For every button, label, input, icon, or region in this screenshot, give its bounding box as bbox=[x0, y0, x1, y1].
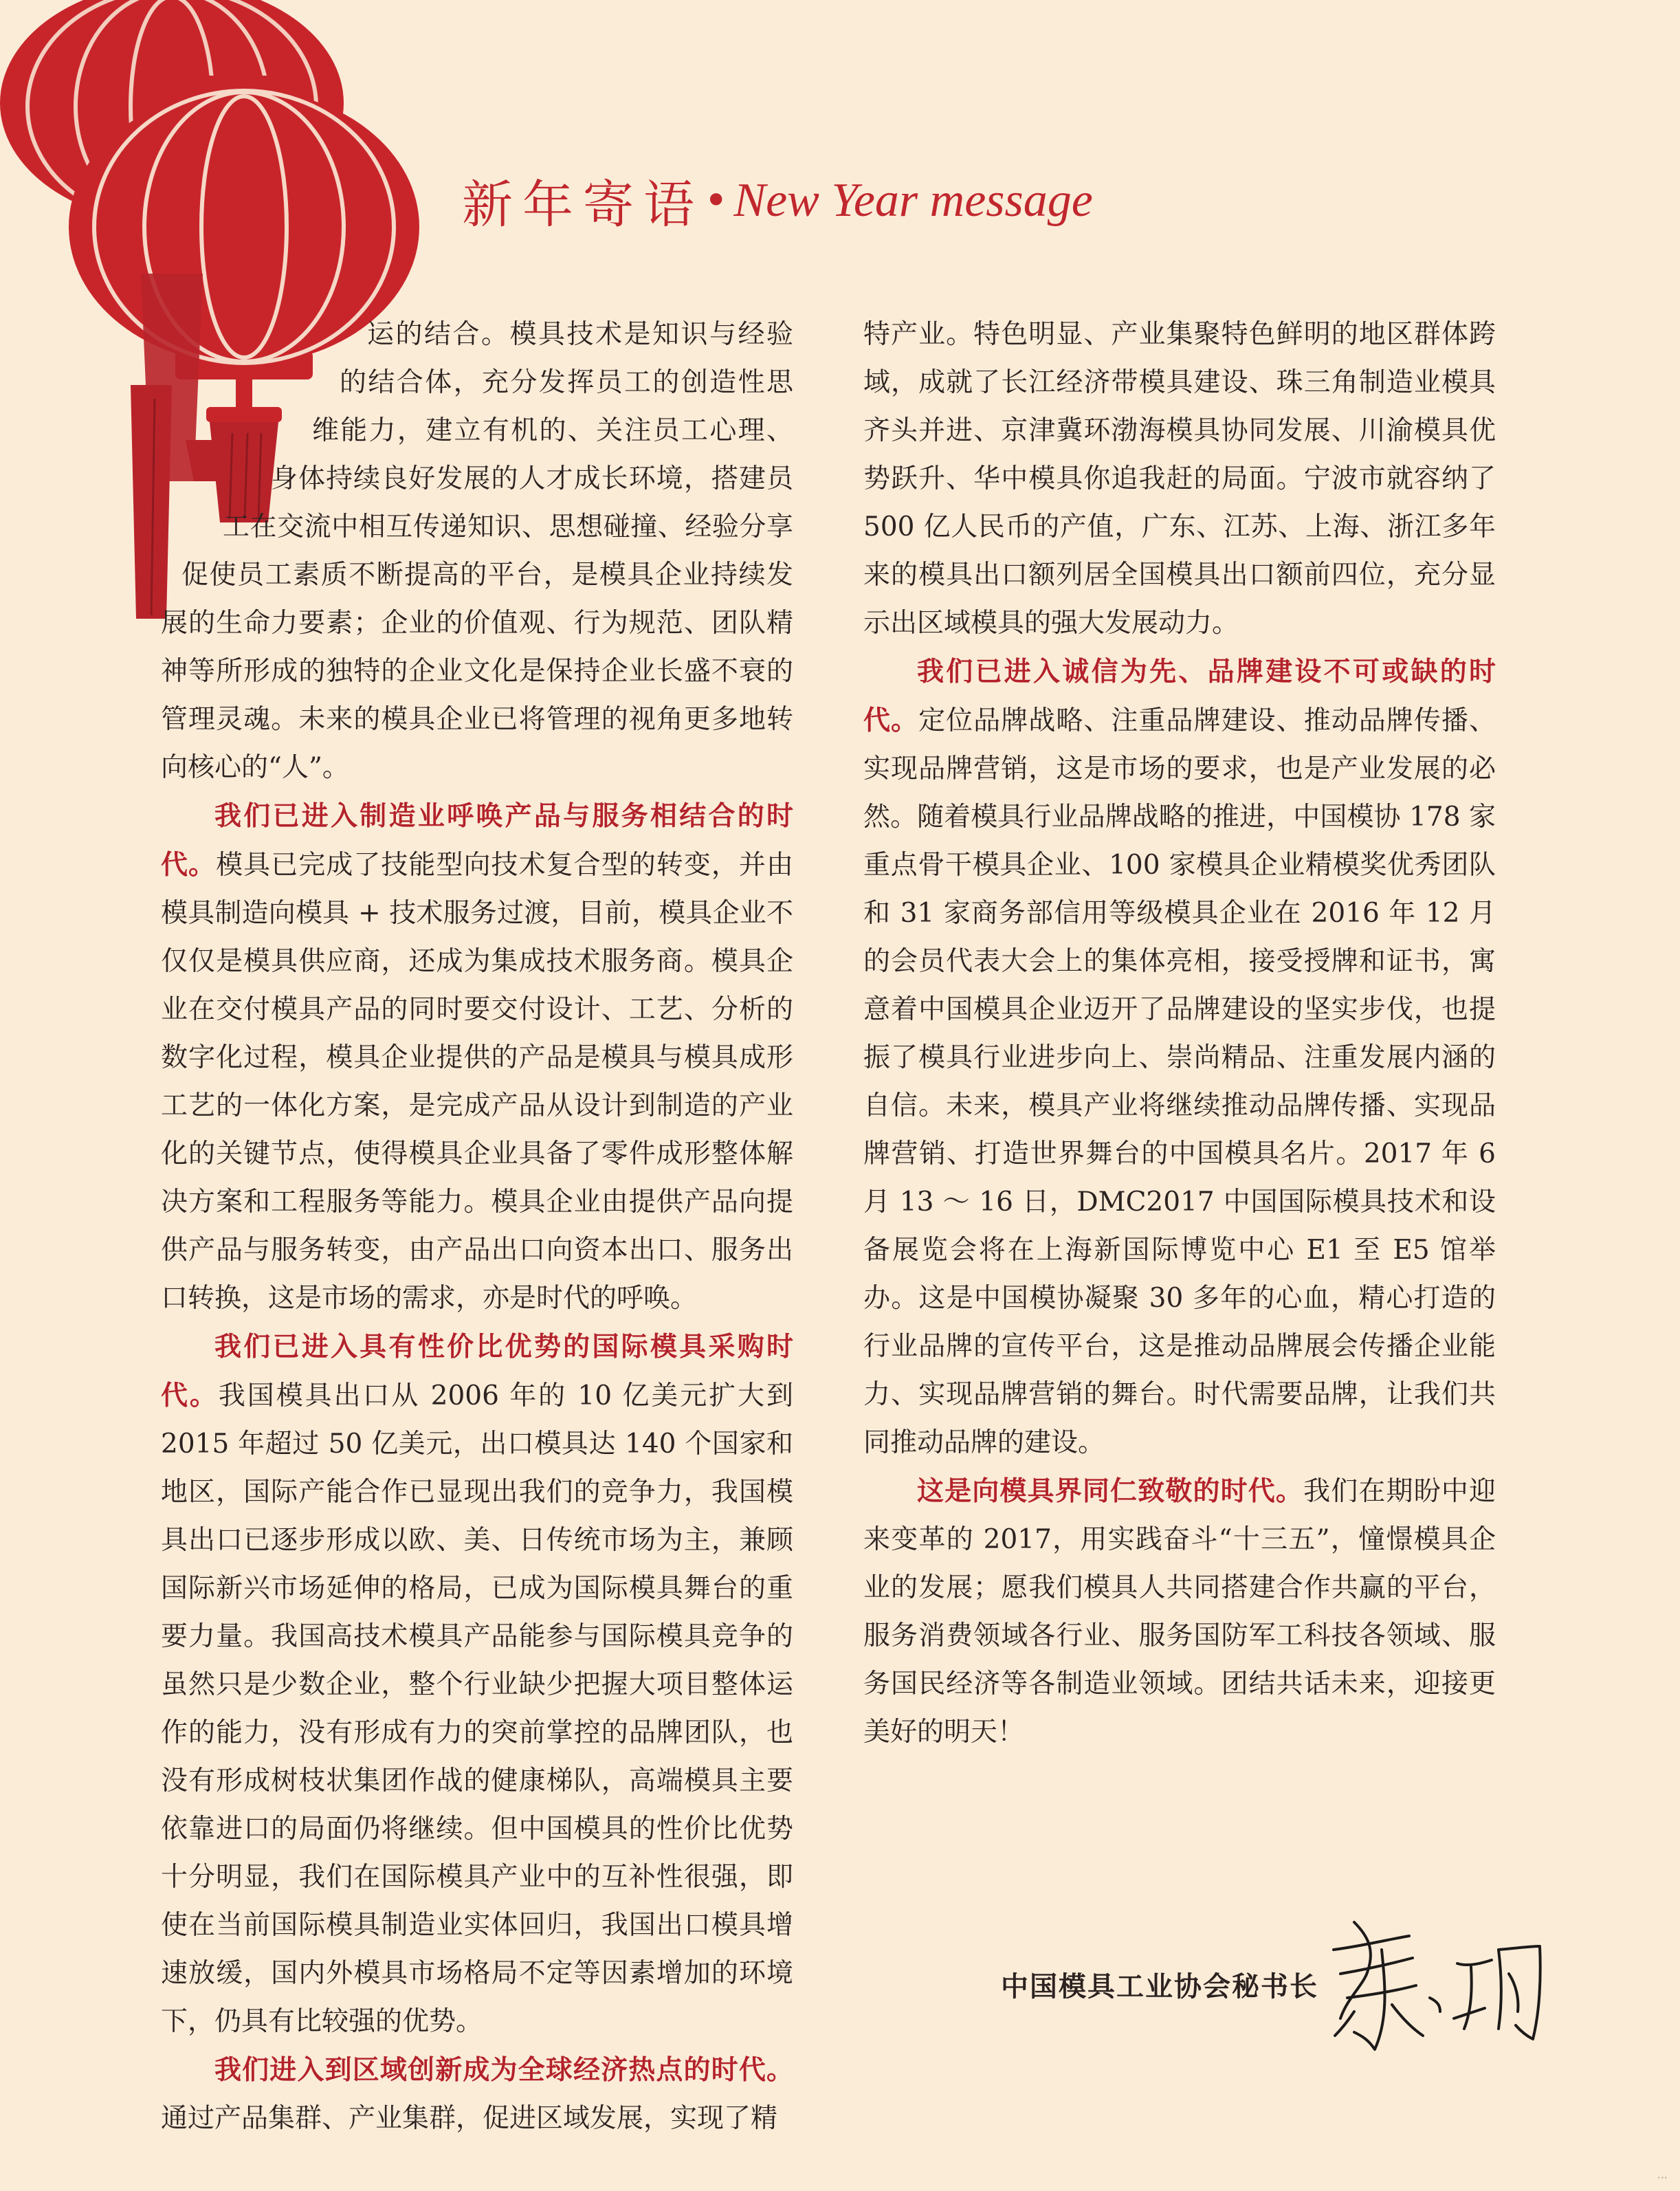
page-title bbox=[462, 159, 1093, 242]
paragraph-text: 运的结合。模具技术是知识与经验的结合体，充分发挥员工的创造性思维能力，建立有机的、关注员工心理、身体持续良好发展的人才成长环境，搭建员工在交流中相互传递知识、思想碰撞、经验分享促使员工素质不断提高的平台，是模具企业持续发展的生命力要素；企业的价值观、行为规范、团队精神等所形成的独特的企业文化是保持企业长盛不衰的管理灵魂。未来的模具企业已将管理的视角更多地转向核心的“人”。 bbox=[161, 319, 793, 783]
handwritten-signature-icon bbox=[1327, 1908, 1554, 2060]
title-english: New Year message bbox=[733, 174, 1093, 227]
paragraph bbox=[161, 2046, 793, 2143]
paragraph bbox=[863, 648, 1496, 1467]
paragraph-heading: 我们已进入具有性价比优势的国际模具采购时代。 bbox=[161, 1331, 793, 1411]
lantern-wrap-spacer bbox=[161, 407, 312, 455]
right-column bbox=[863, 311, 1496, 1757]
paragraph-heading: 我们进入到区域创新成为全球经济热点的时代。 bbox=[214, 2054, 793, 2086]
lantern-wrap-spacer bbox=[161, 359, 340, 407]
paragraph bbox=[161, 1323, 793, 2046]
paragraph bbox=[161, 792, 793, 1323]
corner-mark: ··· bbox=[1657, 2171, 1668, 2184]
paragraph bbox=[863, 311, 1496, 648]
paragraph-text: 模具已完成了技能型向技术复合型的转变，并由模具制造向模具 + 技术服务过渡，目前，模具企业不仅仅是模具供应商，还成为集成技术服务商。模具企业在交付模具产品的同时要交付设计、工艺、分析的数字化过程，模具企业提供的产品是模具与模具成形工艺的一体化方案，是完成产品从设计到制造的产业化的关键节点，使得模具企业具备了零件成形整体解决方案和工程服务等能力。模具企业由提供产品向提供产品与服务转变，由产品出口向资本出口、服务出口转换，这是市场的需求，亦是时代的呼唤。 bbox=[161, 850, 793, 1314]
paragraph-text: 定位品牌战略、注重品牌建设、推动品牌传播、实现品牌营销，这是市场的要求，也是产业发展的必然。随着模具行业品牌战略的推进，中国模协 178 家重点骨干模具企业、100 家模具企业精模奖优秀团队和 31 家商务部信用等级模具企业在 2016 年 12 月的会员代表大会上的集体亮相，接受授牌和证书，寓意着中国模具企业迈开了品牌建设的坚实步伐，也提振了模具行业进步向上、崇尚精品、注重发展内涵的自信。未来，模具产业将继续推动品牌传播、实现品牌营销、打造世界舞台的中国模具名片。2017 年 6 月 13 ～ 16 日，DMC2017 中国国际模具技术和设备展览会将在上海新国际博览中心 E1 至 E5 馆举办。这是中国模协凝聚 30 多年的心血，精心打造的行业品牌的宣传平台，这是推动品牌展会传播企业能力、实现品牌营销的舞台。时代需要品牌，让我们共同推动品牌的建设。 bbox=[863, 705, 1496, 1458]
paragraph-heading: 我们已进入诚信为先、品牌建设不可或缺的时代。 bbox=[863, 656, 1496, 736]
left-column bbox=[161, 311, 793, 2143]
lantern-wrap-spacer bbox=[161, 551, 181, 599]
paragraph-heading: 这是向模具界同仁致敬的时代。 bbox=[917, 1475, 1304, 1507]
paragraph-heading: 我们已进入制造业呼唤产品与服务相结合的时代。 bbox=[161, 800, 793, 881]
lantern-wrap-spacer bbox=[161, 311, 367, 359]
lantern-wrap-spacer bbox=[161, 455, 271, 503]
closing-block bbox=[1001, 1908, 1554, 2060]
paragraph-text: 特产业。特色明显、产业集聚特色鲜明的地区群体跨域，成就了长江经济带模具建设、珠三角制造业模具齐头并进、京津冀环渤海模具协同发展、川渝模具优势跃升、华中模具你追我赶的局面。宁波市就容纳了 500 亿人民币的产值，广东、江苏、上海、浙江多年来的模具出口额列居全国模具出口额前四位，充分显示出区域模具的强大发展动力。 bbox=[863, 319, 1496, 639]
paragraph-text: 我们在期盼中迎来变革的 2017，用实践奋斗“十三五”，憧憬模具企业的发展；愿我们模具人共同搭建合作共赢的平台，服务消费领域各行业、服务国防军工科技各领域、服务国民经济等各制造业领域。团结共话未来，迎接更美好的明天！ bbox=[863, 1476, 1496, 1748]
paragraph-text: 通过产品集群、产业集群，促进区域发展，实现了精 bbox=[161, 2103, 778, 2134]
paragraph-text: 我国模具出口从 2006 年的 10 亿美元扩大到 2015 年超过 50 亿美元，出口模具达 140 个国家和地区，国际产能合作已显现出我们的竞争力，我国模具出口已逐步形成以欧、美、日传统市场为主，兼顾国际新兴市场延伸的格局，已成为国际模具舞台的重要力量。我国高技术模具产品能参与国际模具竞争的虽然只是少数企业，整个行业缺少把握大项目整体运作的能力，没有形成有力的突前掌控的品牌团队，也没有形成树枝状集团作战的健康梯队，高端模具主要依靠进口的局面仍将继续。但中国模具的性价比优势十分明显，我们在国际模具产业中的互补性很强，即使在当前国际模具制造业实体回归，我国出口模具增速放缓，国内外模具市场格局不定等因素增加的环境下，仍具有比较强的优势。 bbox=[161, 1380, 793, 2037]
paragraph bbox=[863, 1467, 1496, 1757]
title-separator: • bbox=[704, 177, 729, 225]
lantern-wrap-spacer bbox=[161, 503, 223, 551]
signatory-title: 中国模具工业协会秘书长 bbox=[1001, 1970, 1318, 2003]
title-chinese: 新年寄语 bbox=[462, 175, 704, 234]
